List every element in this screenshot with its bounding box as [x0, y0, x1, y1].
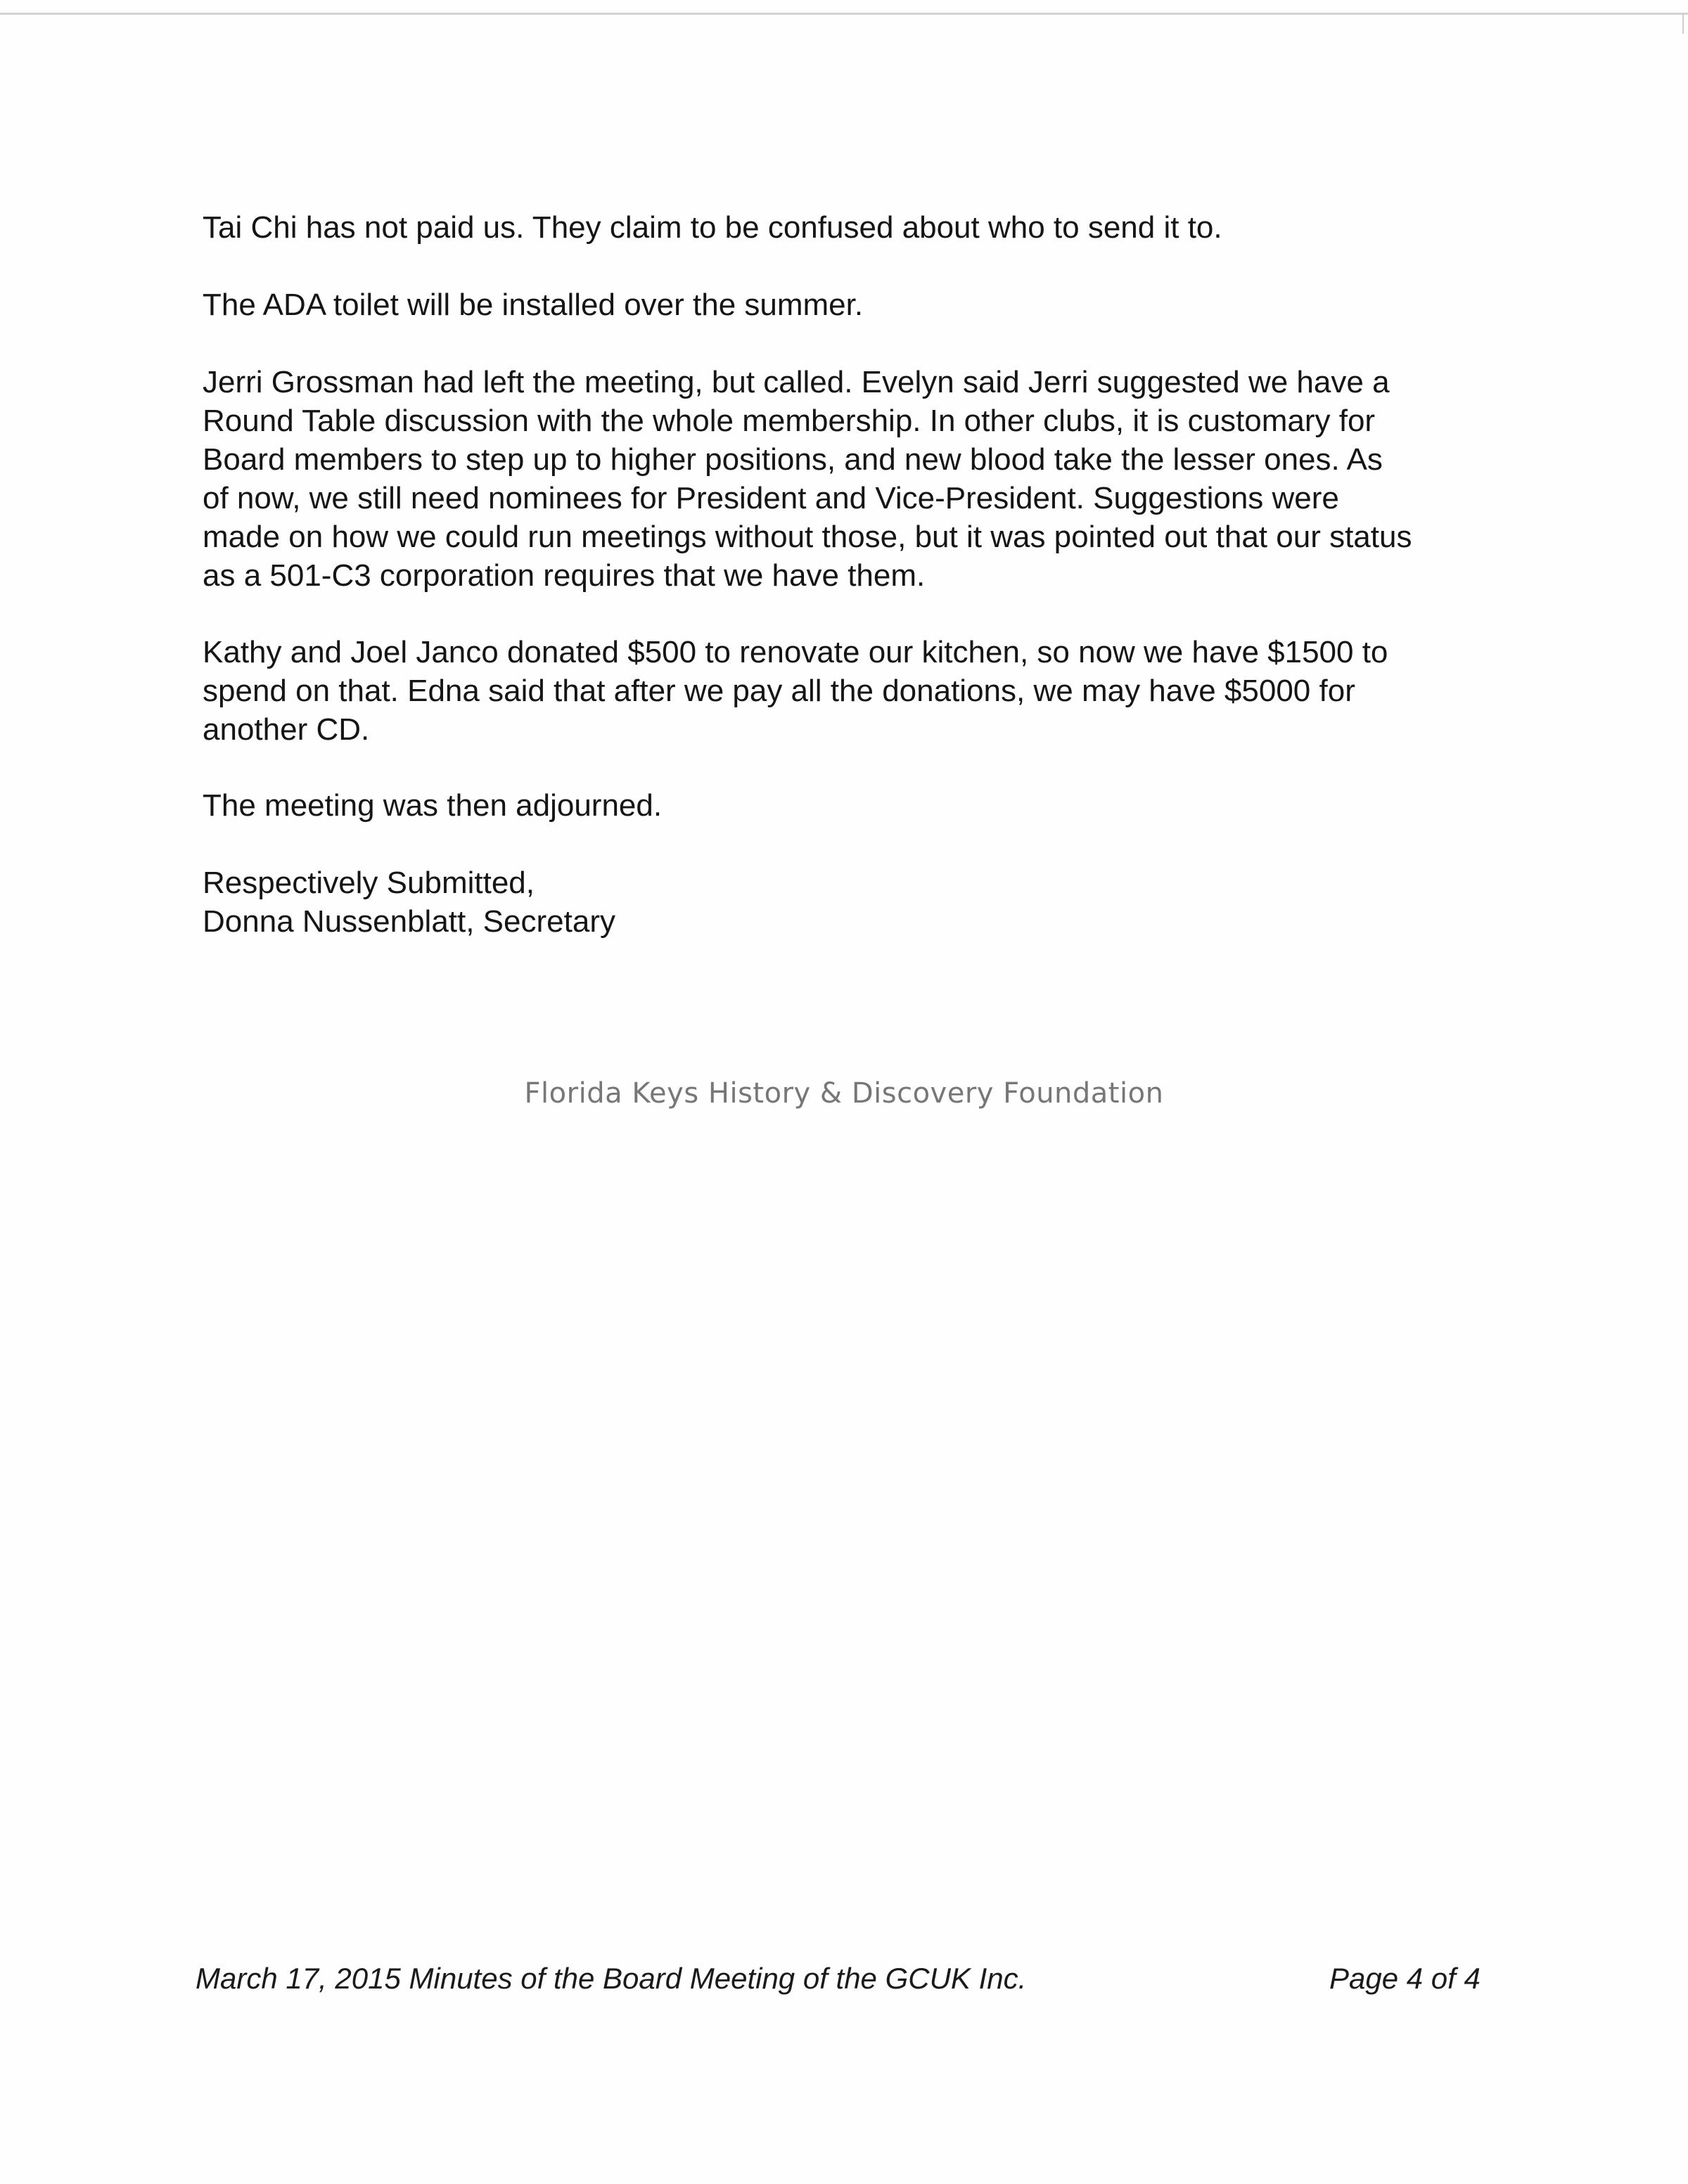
paragraph-line: Kathy and Joel Janco donated $500 to renovate our kitchen, so now we have $1500 to	[203, 635, 1388, 669]
paragraph-adjourned	[203, 786, 662, 825]
paragraph-kitchen-donation	[203, 633, 1388, 749]
paragraph-line: Tai Chi has not paid us. They claim to be confused about who to send it to.	[203, 210, 1222, 245]
scan-top-edge	[0, 13, 1688, 15]
paragraph-ada-toilet	[203, 285, 863, 324]
watermark: Florida Keys History & Discovery Foundation	[524, 1077, 1164, 1110]
closing-line: Respectively Submitted,	[203, 866, 535, 900]
paragraph-line: made on how we could run meetings without those, but it was pointed out that our status	[203, 520, 1412, 554]
signature-block	[203, 863, 615, 941]
paragraph-line: The ADA toilet will be installed over the summer.	[203, 288, 864, 322]
paragraph-line: of now, we still need nominees for President and Vice-President. Suggestions were	[203, 481, 1339, 515]
paragraph-line: another CD.	[203, 712, 370, 747]
page-number: Page 4 of 4	[1329, 1962, 1481, 1995]
paragraph-line: as a 501-C3 corporation requires that we have them.	[203, 558, 926, 593]
paragraph-line: Jerri Grossman had left the meeting, but called. Evelyn said Jerri suggested we have a	[203, 365, 1390, 399]
footer-title: March 17, 2015 Minutes of the Board Meeting of the GCUK Inc.	[196, 1962, 1027, 1995]
paragraph-line: The meeting was then adjourned.	[203, 788, 663, 823]
paragraph-line: spend on that. Edna said that after we pay all the donations, we may have $5000 for	[203, 674, 1355, 708]
secretary-name: Donna Nussenblatt, Secretary	[203, 904, 615, 939]
scan-right-edge	[1682, 13, 1684, 34]
paragraph-tai-chi	[203, 208, 1222, 247]
paragraph-line: Round Table discussion with the whole membership. In other clubs, it is customary for	[203, 404, 1376, 438]
paragraph-line: Board members to step up to higher positions, and new blood take the lesser ones. As	[203, 442, 1383, 477]
paragraph-nominees	[203, 363, 1412, 595]
